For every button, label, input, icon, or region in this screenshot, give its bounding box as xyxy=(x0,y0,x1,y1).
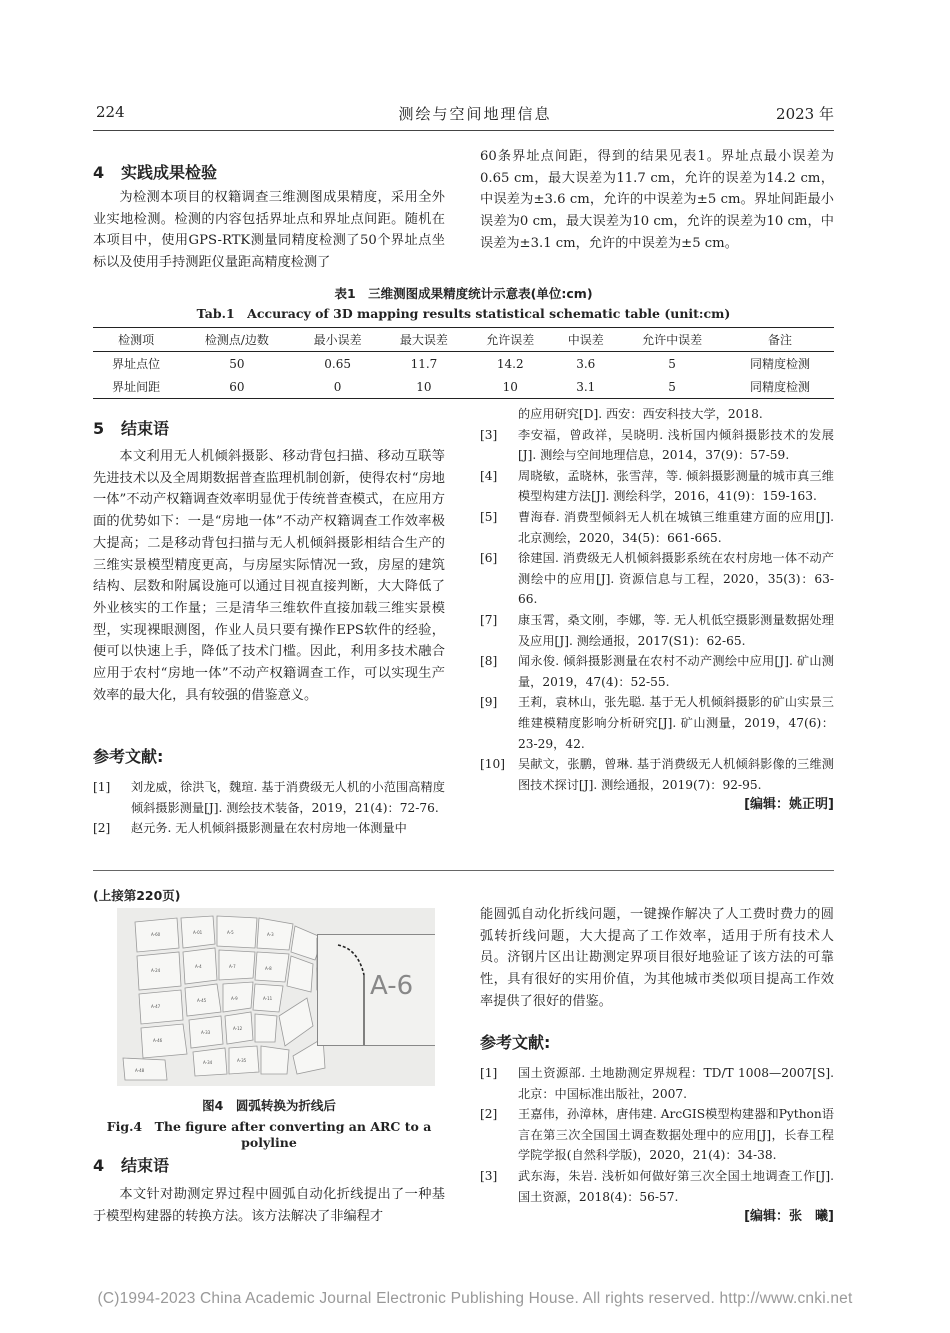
column-header: 备注 xyxy=(768,333,793,347)
reference-number: [3] xyxy=(480,427,498,442)
paragraph: 能圆弧自动化折线问题，一键操作解决了人工费时费力的圆弧转折线问题，大大提高了工作效率，适用于所有技术人员。济钢片区出让勘测定界项目很好地验证了该方法的可靠性，具有很好的实用价值，为其他城市类似项目提高工作效率提供了很好的借鉴。 xyxy=(480,907,834,1009)
reference-number: [7] xyxy=(480,612,498,627)
reference-text: 李安福，曾政祥，吴晓明. 浅析国内倾斜摄影技术的发展[J]. 测绘与空间地理信息，2014，37(9)：57-59. xyxy=(518,427,834,463)
reference-text: 徐建国. 消费级无人机倾斜摄影系统在农村房地一体不动产测绘中的应用[J]. 资源信息与工程，2020，35(3)：63-66. xyxy=(518,551,834,607)
column-header: 检测点/边数 xyxy=(204,333,269,347)
column-header: 允许中误差 xyxy=(642,333,703,347)
table-cell: 11.7 xyxy=(410,356,438,371)
table-cell: 界址点位 xyxy=(112,357,161,371)
reference-number: [6] xyxy=(480,551,498,566)
editor-note: [编辑：张 曦] xyxy=(744,1209,834,1225)
reference-number: [5] xyxy=(480,509,498,524)
reference-number: [3] xyxy=(480,1168,498,1183)
svg-text:A-12: A-12 xyxy=(233,1026,243,1031)
section-number: 4 xyxy=(93,1156,105,1175)
reference-text: 武东海，朱岩. 浅析如何做好第三次全国土地调查工作[J]. 国土资源，2018(4)：56-57. xyxy=(518,1168,834,1204)
svg-text:A-4: A-4 xyxy=(195,964,202,969)
section-heading xyxy=(93,160,217,183)
svg-text:A-8: A-8 xyxy=(265,966,272,971)
reference-text: 的应用研究[D]. 西安：西安科技大学，2018. xyxy=(518,407,763,421)
table-cell: 14.2 xyxy=(496,356,524,371)
section-5-text xyxy=(93,446,445,706)
column-header: 检测项 xyxy=(118,333,155,347)
table-cell: 3.1 xyxy=(576,379,596,394)
column-header: 中误差 xyxy=(567,333,604,347)
reference-text: 闻永俊. 倾斜摄影测量在农村不动产测绘中应用[J]. 矿山测量，2019，47(4)：52-55. xyxy=(518,654,834,689)
year: 2023 年 xyxy=(776,105,834,123)
reference-item xyxy=(480,425,834,466)
reference-text: 王嘉伟，孙漳林，唐伟建. ArcGIS模型构建器和Python语言在第三次全国国土调查数据处理中的应用[J]，长春工程学院学报(自然科学版)，2020，21(4)：34-38. xyxy=(518,1107,834,1163)
reference-list-right xyxy=(480,404,834,816)
reference-number: [2] xyxy=(480,1107,498,1122)
paragraph: 为检测本项目的权籍调查三维测图成果精度，采用全外业实地检测。检测的内容包括界址点和界址点间距。随机在本项目中，使用GPS-RTK测量同精度检测了50个界址点坐标以及使用手持测距仪量距高精度检测了 xyxy=(93,190,445,271)
section-4-right-text xyxy=(480,146,834,255)
reference-item xyxy=(480,507,834,548)
svg-text:A-5: A-5 xyxy=(227,930,234,935)
figure-4-image xyxy=(117,908,435,1086)
section-4-left-text xyxy=(93,187,445,274)
table-cell: 同精度检测 xyxy=(750,380,811,394)
editor-note: [编辑：姚正明] xyxy=(744,797,834,813)
reference-item xyxy=(480,548,834,610)
svg-text:A-01: A-01 xyxy=(193,930,203,935)
table-cell: 5 xyxy=(668,379,676,394)
reference-item xyxy=(480,754,834,795)
reference-list-lower xyxy=(480,1063,834,1228)
table-row xyxy=(93,352,834,376)
reference-text: 曹海春. 消费型倾斜无人机在城镇三维重建方面的应用[J]. 北京测绘，2020，34(5)：661-665. xyxy=(518,509,834,545)
table-cell: 界址间距 xyxy=(112,380,161,394)
reference-number: [9] xyxy=(480,695,498,710)
paragraph: 本文针对勘测定界过程中圆弧自动化折线提出了一种基于模型构建器的转换方法。该方法解决了非编程才 xyxy=(93,1187,445,1224)
table-cell: 3.6 xyxy=(576,356,596,371)
reference-number: [4] xyxy=(480,468,498,483)
reference-text: 吴献文，张鹏，曾琳. 基于消费级无人机倾斜影像的三维测图技术探讨[J]. 测绘通报，2019(7)：92-95. xyxy=(518,757,834,792)
reference-item xyxy=(93,818,445,839)
svg-text:A-48: A-48 xyxy=(135,1068,145,1073)
conclusion-left-text xyxy=(93,1184,445,1227)
column-header: 允许误差 xyxy=(486,333,535,347)
paragraph: 本文利用无人机倾斜摄影、移动背包扫描、移动互联等先进技术以及全周期数据普查监理机制创新，使得农村“房地一体”不动产权籍调查效率明显优于传统普查模式，在应用方面的优势如下：一是“房地一体”不动产权籍调查工作效率极大提高；二是移动背包扫描与无人机倾斜摄影相结合生产的三维实景模型精度更高，与房屋实际情况一致，房屋的建筑结构、层数和附属设施可以通过目视直接判断，大大降低了外业核实的工作量；三是清华三维软件直接加载三维实景模型，实现裸眼测图，作业人员只要有操作EPS软件的经验，便可以快速上手，降低了技术门槛。因此，利用多技术融合应用于农村“房地一体”不动产权籍调查工作，可以实现生产效率的最大化，具有较强的借鉴意义。 xyxy=(93,449,445,703)
section-title: 结束语 xyxy=(121,419,170,438)
table-row xyxy=(93,375,834,399)
reference-number: [1] xyxy=(480,1066,498,1080)
table-caption-en: Tab.1 Accuracy of 3D mapping results statistical schematic table (unit:cm) xyxy=(196,306,731,321)
figure-caption-cn: 图4 圆弧转换为折线后 xyxy=(202,1098,336,1113)
reference-item xyxy=(480,610,834,651)
reference-item xyxy=(480,466,834,507)
section-number: 5 xyxy=(93,419,105,438)
table-header-row xyxy=(93,328,834,352)
conclusion-right-text xyxy=(480,904,834,1013)
table-cell: 50 xyxy=(229,356,245,371)
table-cell: 0.65 xyxy=(324,356,351,371)
accuracy-table xyxy=(93,327,834,399)
copyright-footer: (C)1994-2023 China Academic Journal Electronic Publishing House. All rights reserved. http://www.cnki.net xyxy=(97,1290,853,1307)
svg-text:A-11: A-11 xyxy=(263,996,273,1001)
svg-text:A-47: A-47 xyxy=(151,1004,161,1009)
column-header: 最小误差 xyxy=(313,333,362,347)
reference-number: [8] xyxy=(480,654,498,669)
reference-list-left xyxy=(93,777,445,839)
section-number: 4 xyxy=(93,163,105,182)
table-caption-cn: 表1 三维测图成果精度统计示意表(单位:cm) xyxy=(334,286,593,301)
references-title: 参考文献: xyxy=(93,747,164,766)
reference-item xyxy=(480,1104,834,1166)
section-heading xyxy=(93,416,169,439)
references-title: 参考文献: xyxy=(480,1033,551,1052)
reference-text: 王莉，袁林山，张先聪. 基于无人机倾斜摄影的矿山实景三维建模精度影响分析研究[J]. 矿山测量，2019，47(6)：23-29，42. xyxy=(518,695,834,751)
reference-text: 国土资源部. 土地勘测定界规程：TD/T 1008—2007[S]. 北京：中国标准出版社，2007. xyxy=(518,1066,834,1101)
reference-number: [1] xyxy=(93,780,111,794)
svg-text:A-3: A-3 xyxy=(267,932,274,937)
reference-text: 刘龙威，徐洪飞，魏瑄. 基于消费级无人机的小范围高精度倾斜摄影测量[J]. 测绘技术装备，2019，21(4)：72-76. xyxy=(131,780,445,815)
svg-text:A-46: A-46 xyxy=(153,1038,163,1043)
svg-text:A-34: A-34 xyxy=(203,1060,213,1065)
svg-text:A-45: A-45 xyxy=(197,998,207,1003)
zoom-label: A-6 xyxy=(370,971,414,1001)
svg-text:A-35: A-35 xyxy=(237,1058,247,1063)
reference-text: 赵元务. 无人机倾斜摄影测量在农村房地一体测量中 xyxy=(131,821,407,836)
reference-number: [10] xyxy=(480,757,506,772)
svg-text:A-24: A-24 xyxy=(151,968,161,973)
table-cell: 0 xyxy=(333,379,342,394)
reference-item xyxy=(480,651,834,692)
table-cell: 5 xyxy=(668,356,676,371)
continued-note: (上接第220页) xyxy=(93,888,181,903)
reference-text: 康玉霄，桑文刚，李娜，等. 无人机低空摄影测量数据处理及应用[J]. 测绘通报，2017(S1)：62-65. xyxy=(518,612,834,648)
table-cell: 10 xyxy=(502,379,518,394)
svg-text:A-33: A-33 xyxy=(201,1030,211,1035)
svg-text:A-7: A-7 xyxy=(229,964,236,969)
table-cell: 60 xyxy=(229,379,245,394)
section-title: 结束语 xyxy=(121,1156,170,1175)
journal-title: 测绘与空间地理信息 xyxy=(398,105,552,123)
paragraph: 60条界址点间距，得到的结果见表1。界址点最小误差为0.65 cm，最大误差为11.7 cm，允许的误差为14.2 cm，中误差为±3.6 cm，允许的中误差为±5 cm。界址间距最小误差为0 cm，最大误差为10 cm，允许的误差为10 cm，中误差为±3.1 cm，允许的中误差为±5 cm。 xyxy=(480,149,834,251)
article-separator xyxy=(93,870,834,871)
header-rule xyxy=(93,130,834,131)
reference-item xyxy=(480,692,834,754)
figure-caption-en: Fig.4 The figure after converting an ARC to a polyline xyxy=(106,1119,432,1150)
figure-zoom-inset xyxy=(317,934,435,1046)
table-cell: 同精度检测 xyxy=(750,357,811,371)
svg-text:A-9: A-9 xyxy=(231,996,238,1001)
reference-number: [2] xyxy=(93,821,111,836)
page-number: 224 xyxy=(96,103,125,121)
reference-item xyxy=(480,1063,834,1104)
section-heading xyxy=(93,1153,169,1176)
column-header: 最大误差 xyxy=(399,333,448,347)
reference-text: 周晓敏，孟晓林，张雪萍，等. 倾斜摄影测量的城市真三维模型构建方法[J]. 测绘科学，2016，41(9)：159-163. xyxy=(518,468,834,504)
section-title: 实践成果检验 xyxy=(121,163,218,182)
svg-text:A-60: A-60 xyxy=(151,932,161,937)
reference-item xyxy=(93,777,445,818)
reference-item xyxy=(480,1166,834,1207)
reference-continuation xyxy=(480,404,834,425)
table-cell: 10 xyxy=(416,379,432,394)
